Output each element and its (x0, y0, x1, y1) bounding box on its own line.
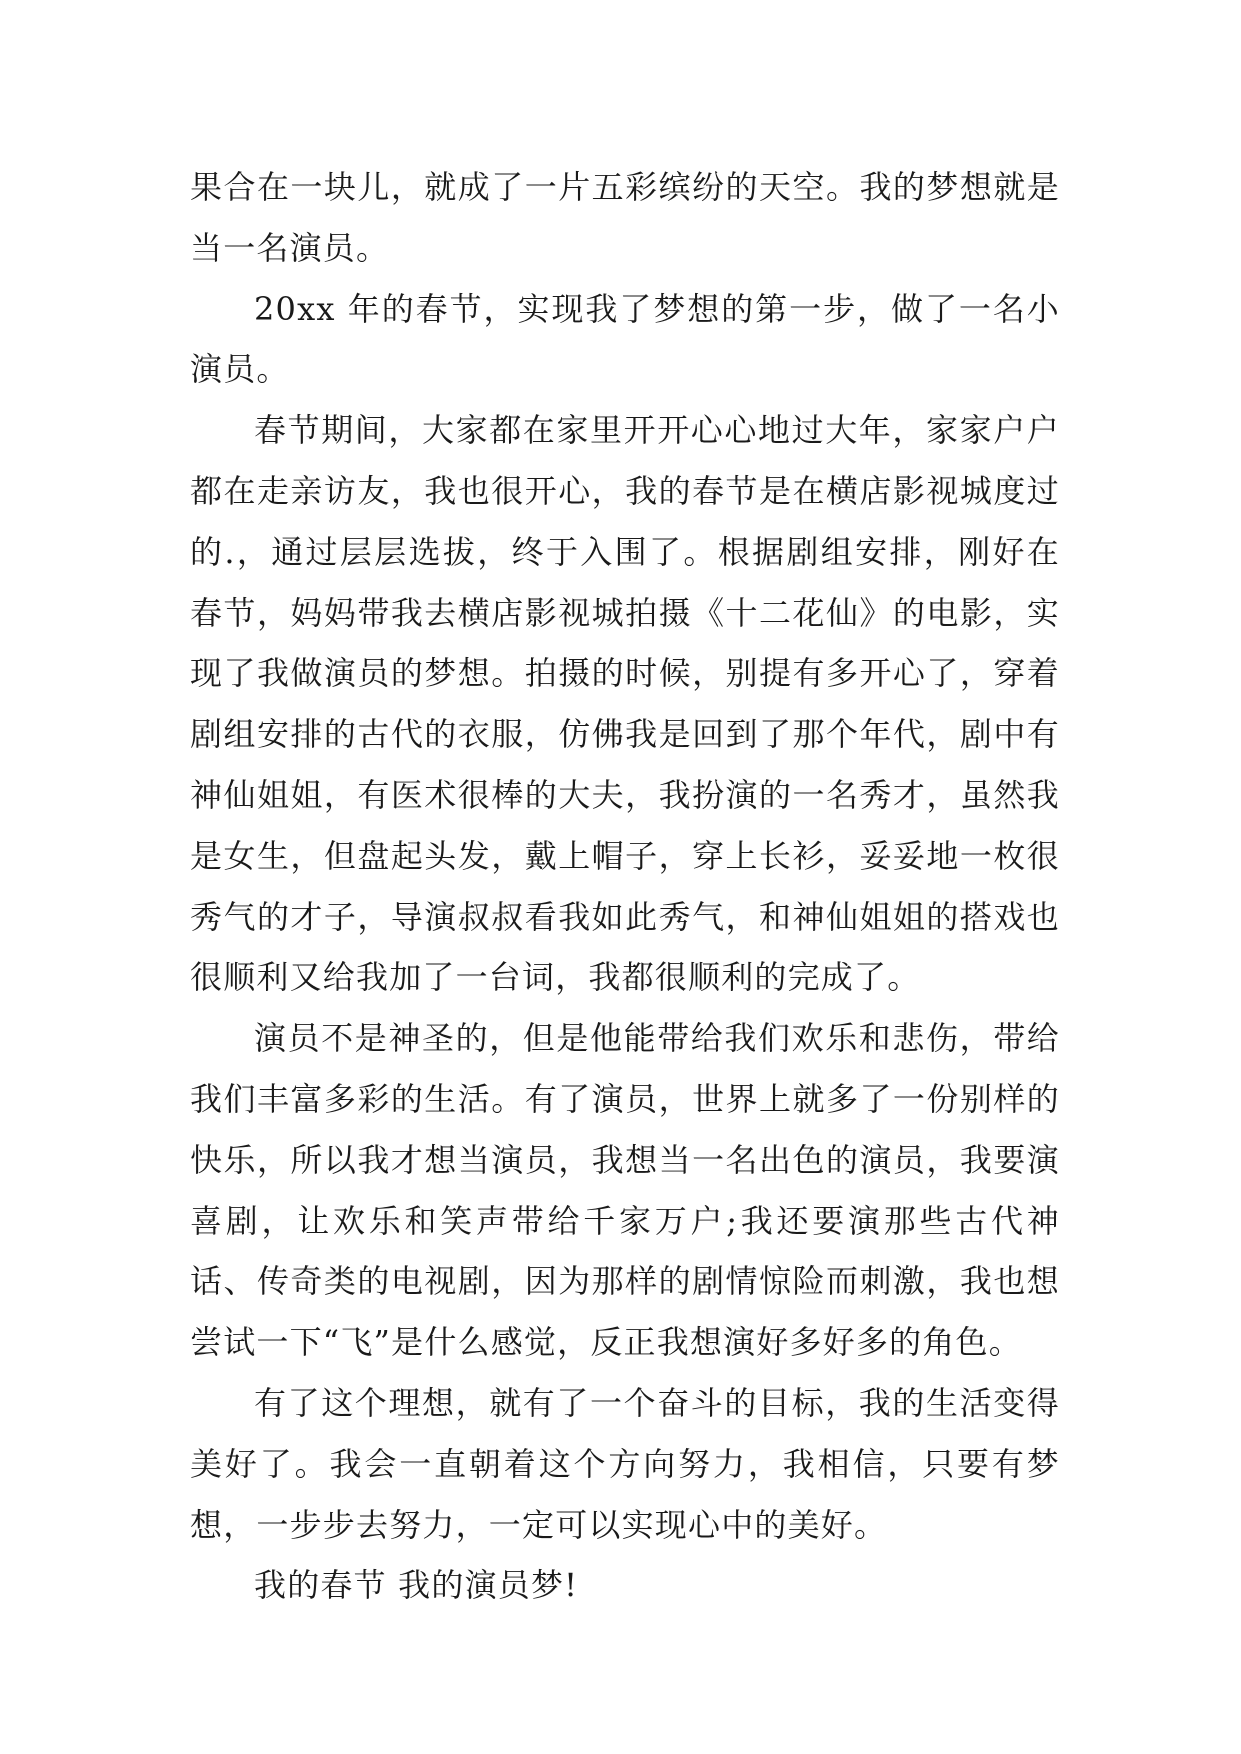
document-page (190, 157, 1060, 1616)
paragraph-5: 有了这个理想，就有了一个奋斗的目标，我的生活变得美好了。我会一直朝着这个方向努力，我相信，只要有梦想，一步步去努力，一定可以实现心中的美好。 (190, 1383, 1060, 1544)
paragraph-4: 演员不是神圣的，但是他能带给我们欢乐和悲伤，带给我们丰富多彩的生活。有了演员，世界上就多了一份别样的快乐，所以我才想当演员，我想当一名出色的演员，我要演喜剧，让欢乐和笑声带给千家万户;我还要演那些古代神话、传奇类的电视剧，因为那样的剧情惊险而刺激，我也想尝试一下“飞”是什么感觉，反正我想演好多好多的角色。 (190, 1019, 1060, 1362)
closing-line: 我的春节 我的演员梦! (254, 1566, 579, 1605)
paragraph-1: 果合在一块儿，就成了一片五彩缤纷的天空。我的梦想就是当一名演员。 (190, 168, 1060, 267)
paragraph-3: 春节期间，大家都在家里开开心心地过大年，家家户户都在走亲访友，我也很开心，我的春节是在横店影视城度过的.，通过层层选拔，终于入围了。根据剧组安排，刚好在春节，妈妈带我去横店影视城拍摄《十二花仙》的电影，实现了我做演员的梦想。拍摄的时候，别提有多开心了，穿着剧组安排的古代的衣服，仿佛我是回到了那个年代，剧中有神仙姐姐，有医术很棒的大夫，我扮演的一名秀才，虽然我是女生，但盘起头发，戴上帽子，穿上长衫，妥妥地一枚很秀气的才子，导演叔叔看我如此秀气，和神仙姐姐的搭戏也很顺利又给我加了一台词，我都很顺利的完成了。 (190, 411, 1060, 997)
paragraph-2: 20xx 年的春节，实现我了梦想的第一步，做了一名小演员。 (190, 289, 1060, 389)
